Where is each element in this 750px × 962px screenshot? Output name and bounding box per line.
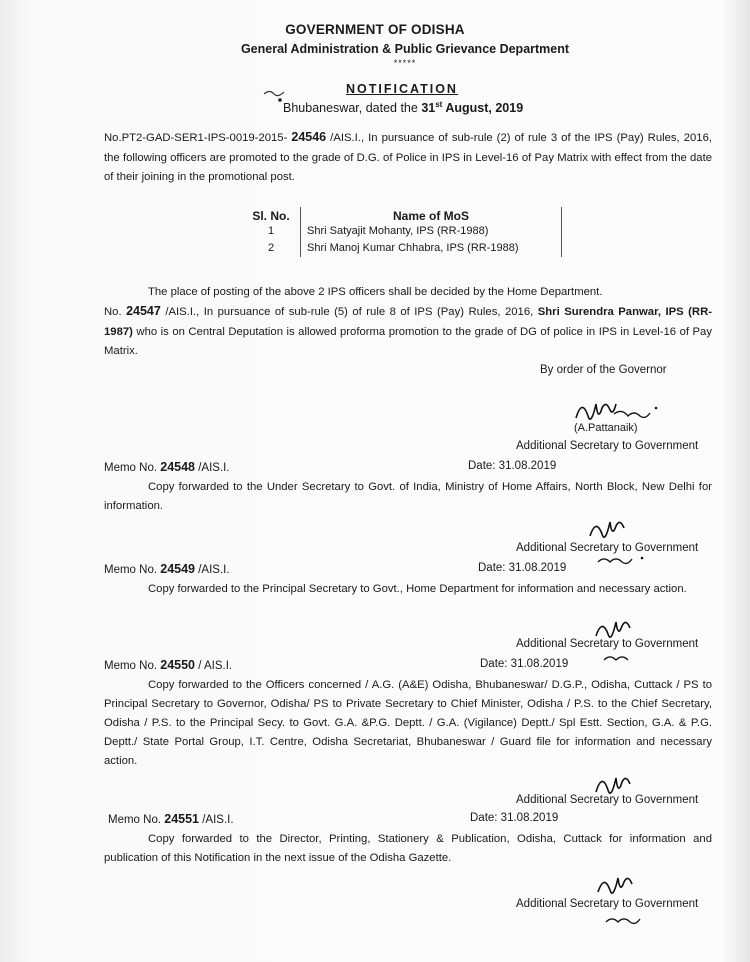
col-header-name: Name of MoS xyxy=(301,207,562,223)
paragraph-text: who is on Central Deputation is allowed proforma promotion to the grade of DG of police in IPS in Level-16 of Pay Matrix. xyxy=(104,325,712,357)
memo-date: Date: 31.08.2019 xyxy=(470,812,559,824)
signatory-title: Additional Secretary to Government xyxy=(516,440,699,452)
memo-prefix: Memo No. xyxy=(104,660,161,672)
notification-heading: NOTIFICATION xyxy=(346,82,458,96)
memo-body: Copy forwarded to the Principal Secretary to Govt., Home Department for information and necessary action. xyxy=(148,583,687,595)
memo-num: 24549 xyxy=(160,562,196,576)
paragraph-posting xyxy=(104,283,712,303)
memo-num: 24551 xyxy=(164,812,200,826)
memo-text xyxy=(104,478,712,516)
ref-prefix: No. xyxy=(104,306,127,318)
government-title: GOVERNMENT OF ODISHA xyxy=(285,22,465,37)
cell-sl: 1 xyxy=(242,223,301,240)
memo-prefix: Memo No. xyxy=(108,814,165,826)
date-rest: August, 2019 xyxy=(442,101,524,116)
paragraph-text: /AIS.I., In pursuance of sub-rule (2) of rule 3 of the IPS (Pay) Rules, 2016, the following officers are promoted to the grade of D.G. of Police in IPS in Level-16 of Pay Matrix with effect from the date of their joining in the promotional post. xyxy=(104,132,712,183)
memo-body: Copy forwarded to the Director, Printing, Stationery & Publication, Odisha, Cuttack for information and publication of this Notification in the next issue of the Odisha Gazette. xyxy=(104,833,712,864)
memo-num: 24548 xyxy=(160,460,196,474)
order-line: By order of the Governor xyxy=(540,364,667,376)
cell-sl: 2 xyxy=(242,240,301,257)
memo-date: Date: 31.08.2019 xyxy=(478,562,567,574)
table-row xyxy=(242,223,562,240)
signatory-title: Additional Secretary to Government xyxy=(516,898,699,910)
department-title: General Administration & Public Grievance Department xyxy=(240,42,570,56)
memo-num: 24550 xyxy=(160,658,196,672)
date-sup: st xyxy=(435,100,443,109)
dateline xyxy=(283,100,523,115)
table-row xyxy=(242,240,562,257)
memo-number xyxy=(104,658,232,672)
memo-number xyxy=(104,562,230,576)
paragraph-text: /AIS.I., In pursuance of sub-rule (5) of rule 8 of IPS (Pay) Rules, 2016, xyxy=(160,306,538,318)
paragraph-promotion xyxy=(104,128,712,188)
memo-suffix: /AIS.I. xyxy=(199,814,234,826)
cell-name: Shri Satyajit Mohanty, IPS (RR-1988) xyxy=(301,223,562,240)
date-prefix: Bhubaneswar, dated the xyxy=(283,101,422,116)
memo-suffix: /AIS.I. xyxy=(195,462,230,474)
memo-suffix: / AIS.I. xyxy=(195,660,233,672)
memo-text xyxy=(104,676,712,771)
ref-prefix: No.PT2-GAD-SER1-IPS-0019-2015- xyxy=(104,132,292,144)
memo-prefix: Memo No. xyxy=(104,462,161,474)
signatory-title: Additional Secretary to Government xyxy=(516,542,699,554)
officer-name: Shri Surendra Panwar, IPS (RR-1987) xyxy=(104,306,712,338)
cell-name: Shri Manoj Kumar Chhabra, IPS (RR-1988) xyxy=(301,240,562,257)
ref-number: 24547 xyxy=(126,304,161,318)
memo-date: Date: 31.08.2019 xyxy=(480,658,569,670)
memo-body: Copy forwarded to the Under Secretary to Govt. of India, Ministry of Home Affairs, North Block, New Delhi for information. xyxy=(104,481,712,512)
signatory-name: (A.Pattanaik) xyxy=(574,422,638,434)
signatory-title: Additional Secretary to Government xyxy=(516,794,699,806)
header-stars: ***** xyxy=(393,58,417,68)
ref-number: 24546 xyxy=(291,130,327,144)
memo-number xyxy=(108,812,234,826)
memo-text xyxy=(104,830,712,868)
memo-suffix: /AIS.I. xyxy=(195,564,230,576)
memo-body: Copy forwarded to the Officers concerned / A.G. (A&E) Odisha, Bhubaneswar/ D.G.P., Odisha, Cuttack / PS to Principal Secretary to Governor, Odisha/ PS to Private Secretary to Chief Minister, Odisha / P.S. to the Chief Secretary, Odisha / P.S. to the Principal Secy. to Govt. G.A. &P.G. Deptt. / G.A. (Vigilance) Deptt./ Spl Estt. Section, G.A. & P.G. Deptt./ State Portal Group, I.T. Centre, Odisha Secretariat, Bhubaneswar / Guard file for information and necessary action. xyxy=(104,679,712,767)
officers-table xyxy=(242,207,562,257)
posting-text: The place of posting of the above 2 IPS officers shall be decided by the Home Department. xyxy=(148,286,603,298)
col-header-sl: Sl. No. xyxy=(242,207,301,223)
memo-date: Date: 31.08.2019 xyxy=(468,460,557,472)
memo-text xyxy=(104,580,712,599)
paragraph-proforma xyxy=(104,302,712,362)
memo-prefix: Memo No. xyxy=(104,564,161,576)
signatory-title: Additional Secretary to Government xyxy=(516,638,699,650)
date-day: 31 xyxy=(421,101,436,116)
memo-number xyxy=(104,460,230,474)
